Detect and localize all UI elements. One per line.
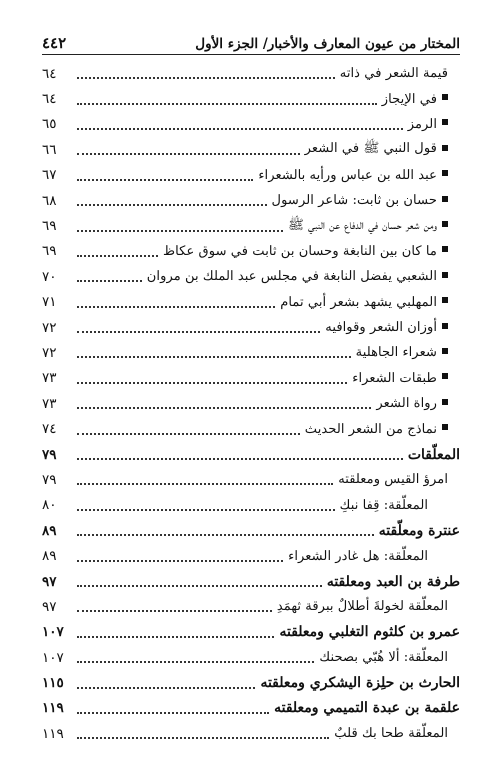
dot-leader: [77, 635, 274, 638]
toc-entry-title: [382, 92, 448, 107]
square-bullet-icon: [442, 119, 448, 125]
dot-leader: [77, 457, 403, 460]
toc-entry-label: المعلّقة: ألا هُبّي بصحنك: [319, 650, 448, 666]
toc-entry: [42, 112, 460, 137]
toc-entry: [42, 86, 460, 111]
toc-entry-page: ٦٨: [42, 192, 57, 209]
dot-leader: [77, 330, 320, 333]
toc-entry-page: ٦٥: [42, 116, 57, 133]
toc-entry-title: [379, 523, 460, 539]
dot-leader: [77, 203, 267, 206]
dot-leader: [77, 508, 335, 511]
toc-entry-title: [340, 66, 448, 81]
dot-leader: [77, 102, 377, 105]
toc-entry: [42, 264, 460, 289]
table-of-contents: [42, 61, 460, 747]
toc-entry-page: ٩٧: [42, 573, 57, 590]
dot-leader: [77, 660, 314, 663]
dot-leader: [77, 254, 158, 257]
toc-entry-label: المعلّقة طحا بك قلبٌ: [334, 726, 448, 742]
toc-entry-title: [277, 599, 448, 614]
toc-entry-page: ٧٣: [42, 370, 57, 387]
toc-entry-label: المهلبي يشهد بشعر أبي تمام: [280, 294, 437, 310]
toc-entry-label: عنترة ومعلّقته: [378, 522, 460, 539]
square-bullet-icon: [442, 221, 448, 227]
toc-entry-page: ٦٩: [42, 243, 57, 260]
square-bullet-icon: [442, 297, 448, 303]
toc-entry-page: ١٠٧: [42, 649, 64, 666]
toc-entry-label: المعلّقة: قِفا نبكِ: [339, 497, 428, 513]
toc-entry-label: المعلّقة: هل غادر الشعراء: [288, 548, 428, 564]
toc-entry-title: [260, 675, 460, 691]
toc-entry: [42, 594, 460, 619]
dot-leader: [77, 279, 142, 282]
toc-entry-page: ٧٠: [42, 268, 57, 285]
running-title: المختار من عيون المعارف والأخبار/ الجزء الأول: [195, 36, 460, 52]
toc-entry-label: رواة الشعر: [376, 396, 437, 412]
toc-entry-label: شعراء الجاهلية: [355, 345, 437, 361]
dot-leader: [77, 152, 300, 155]
dot-leader: [77, 355, 351, 358]
dot-leader: [77, 432, 300, 435]
dot-leader: [77, 127, 403, 130]
toc-entry-page: ٨٠: [42, 497, 57, 514]
toc-entry: [42, 290, 460, 315]
dot-leader: [77, 482, 333, 485]
dot-leader: [77, 229, 283, 232]
toc-entry-label: ومن شعر حسان في الدفاع عن النبي ﷺ: [287, 217, 437, 233]
dot-leader: [77, 406, 371, 409]
toc-entry-title: [327, 574, 460, 590]
dot-leader: [77, 381, 347, 384]
toc-entry-title: [319, 650, 448, 665]
toc-entry-page: ١١٥: [42, 675, 64, 692]
toc-entry: [42, 61, 460, 86]
toc-entry: [42, 188, 460, 213]
toc-entry: [42, 696, 460, 721]
toc-entry-page: ٧٢: [42, 344, 57, 361]
dot-leader: [77, 584, 322, 587]
toc-entry-title: [408, 447, 460, 463]
toc-entry-label: طرفة بن العبد ومعلقته: [326, 573, 460, 590]
toc-entry: [42, 416, 460, 441]
square-bullet-icon: [442, 94, 448, 100]
toc-entry: [42, 543, 460, 568]
square-bullet-icon: [442, 246, 448, 252]
toc-entry: [42, 645, 460, 670]
square-bullet-icon: [442, 323, 448, 329]
toc-entry: [42, 137, 460, 162]
toc-entry-page: ٧١: [42, 294, 57, 311]
dot-leader: [77, 305, 275, 308]
toc-entry-title: [147, 269, 448, 284]
toc-entry-page: ٧٩: [42, 446, 57, 463]
toc-entry-title: [356, 345, 448, 360]
toc-entry: [42, 518, 460, 543]
toc-entry-page: ٧٩: [42, 471, 57, 488]
dot-leader: [77, 609, 272, 612]
toc-entry-title: [305, 422, 448, 437]
dot-leader: [77, 178, 253, 181]
toc-entry-title: [288, 217, 448, 236]
square-bullet-icon: [442, 170, 448, 176]
toc-entry-title: [272, 193, 448, 208]
toc-entry: [42, 721, 460, 746]
toc-entry-label: علقمة بن عبدة التميمي ومعلقته: [274, 700, 460, 717]
dot-leader: [77, 533, 374, 536]
toc-entry-title: [325, 320, 448, 335]
toc-entry-title: [408, 117, 448, 132]
toc-entry: [42, 163, 460, 188]
toc-entry-title: [258, 168, 448, 183]
toc-entry: [42, 620, 460, 645]
toc-entry-page: ٧٣: [42, 395, 57, 412]
dot-leader: [77, 711, 269, 714]
toc-entry-title: [352, 371, 448, 386]
toc-entry-title: [279, 624, 460, 640]
toc-entry-title: [340, 498, 428, 513]
toc-entry-page: ٩٧: [42, 598, 57, 615]
dot-leader: [77, 559, 283, 562]
square-bullet-icon: [442, 373, 448, 379]
toc-entry-page: ١١٩: [42, 725, 64, 742]
toc-entry: [42, 366, 460, 391]
toc-entry-label: المعلّقة لخولةَ أطلالٌ ببرقة ثهمَدِ: [276, 599, 448, 615]
toc-entry: [42, 239, 460, 264]
toc-entry-title: [288, 549, 428, 564]
toc-entry-page: ١١٩: [42, 700, 64, 717]
toc-entry-page: ٦٤: [42, 91, 57, 108]
toc-entry-title: [274, 700, 460, 716]
toc-entry-label: حسان بن ثابت: شاعر الرسول: [271, 193, 437, 209]
toc-entry: [42, 315, 460, 340]
square-bullet-icon: [442, 272, 448, 278]
toc-entry: [42, 493, 460, 518]
toc-entry-label: قول النبي ﷺ في الشعر: [304, 141, 437, 157]
toc-entry-label: عمرو بن كلثوم التغلبي ومعلقته: [279, 624, 460, 641]
toc-entry-label: في الإيجاز: [381, 91, 437, 107]
toc-entry-label: قيمة الشعر في ذاته: [339, 66, 448, 82]
running-header: [42, 28, 460, 55]
square-bullet-icon: [442, 399, 448, 405]
dot-leader: [77, 686, 255, 689]
toc-entry: [42, 467, 460, 492]
toc-entry-page: ١٠٧: [42, 624, 64, 641]
toc-entry: [42, 213, 460, 238]
toc-entry: [42, 391, 460, 416]
toc-entry-label: أوزان الشعر وقوافيه: [325, 320, 437, 336]
toc-entry-label: امرؤ القيس ومعلقته: [338, 472, 448, 488]
square-bullet-icon: [442, 424, 448, 430]
toc-entry-label: طبقات الشعراء: [352, 370, 437, 386]
toc-entry-title: [334, 726, 448, 741]
toc-entry-title: [280, 295, 448, 310]
toc-entry-page: ٧٢: [42, 319, 57, 336]
toc-entry: [42, 569, 460, 594]
toc-entry: [42, 442, 460, 467]
square-bullet-icon: [442, 145, 448, 151]
toc-entry-page: ٦٧: [42, 167, 57, 184]
toc-entry-label: المعلّقات: [407, 446, 460, 463]
toc-entry-label: نماذج من الشعر الحديث: [304, 421, 437, 437]
page-number: ٤٤٢: [42, 34, 67, 52]
toc-entry: [42, 670, 460, 695]
toc-entry-label: عبد الله بن عباس ورأيه بالشعراء: [258, 167, 437, 183]
toc-entry-page: ٦٦: [42, 141, 57, 158]
toc-entry-label: الشعبي يفضل النابغة في مجلس عبد الملك بن مروان: [146, 269, 437, 285]
toc-entry-page: ٦٤: [42, 65, 57, 82]
toc-entry: [42, 340, 460, 365]
square-bullet-icon: [442, 196, 448, 202]
toc-entry-page: ٦٩: [42, 218, 57, 235]
toc-entry-label: الحارث بن حلِزة اليشكري ومعلقته: [260, 675, 460, 692]
toc-entry-page: ٨٩: [42, 522, 57, 539]
toc-entry-page: ٨٩: [42, 548, 57, 565]
toc-entry-label: ما كان بين النابغة وحسان بن ثابت في سوق عكاظ: [162, 243, 437, 259]
toc-entry-label: الرمز: [407, 116, 437, 132]
toc-entry-title: [305, 140, 448, 159]
toc-entry-title: [163, 244, 448, 259]
dot-leader: [77, 76, 335, 79]
square-bullet-icon: [442, 348, 448, 354]
toc-entry-title: [338, 472, 448, 487]
toc-entry-title: [376, 396, 448, 411]
toc-entry-page: ٧٤: [42, 421, 57, 438]
dot-leader: [77, 736, 329, 739]
